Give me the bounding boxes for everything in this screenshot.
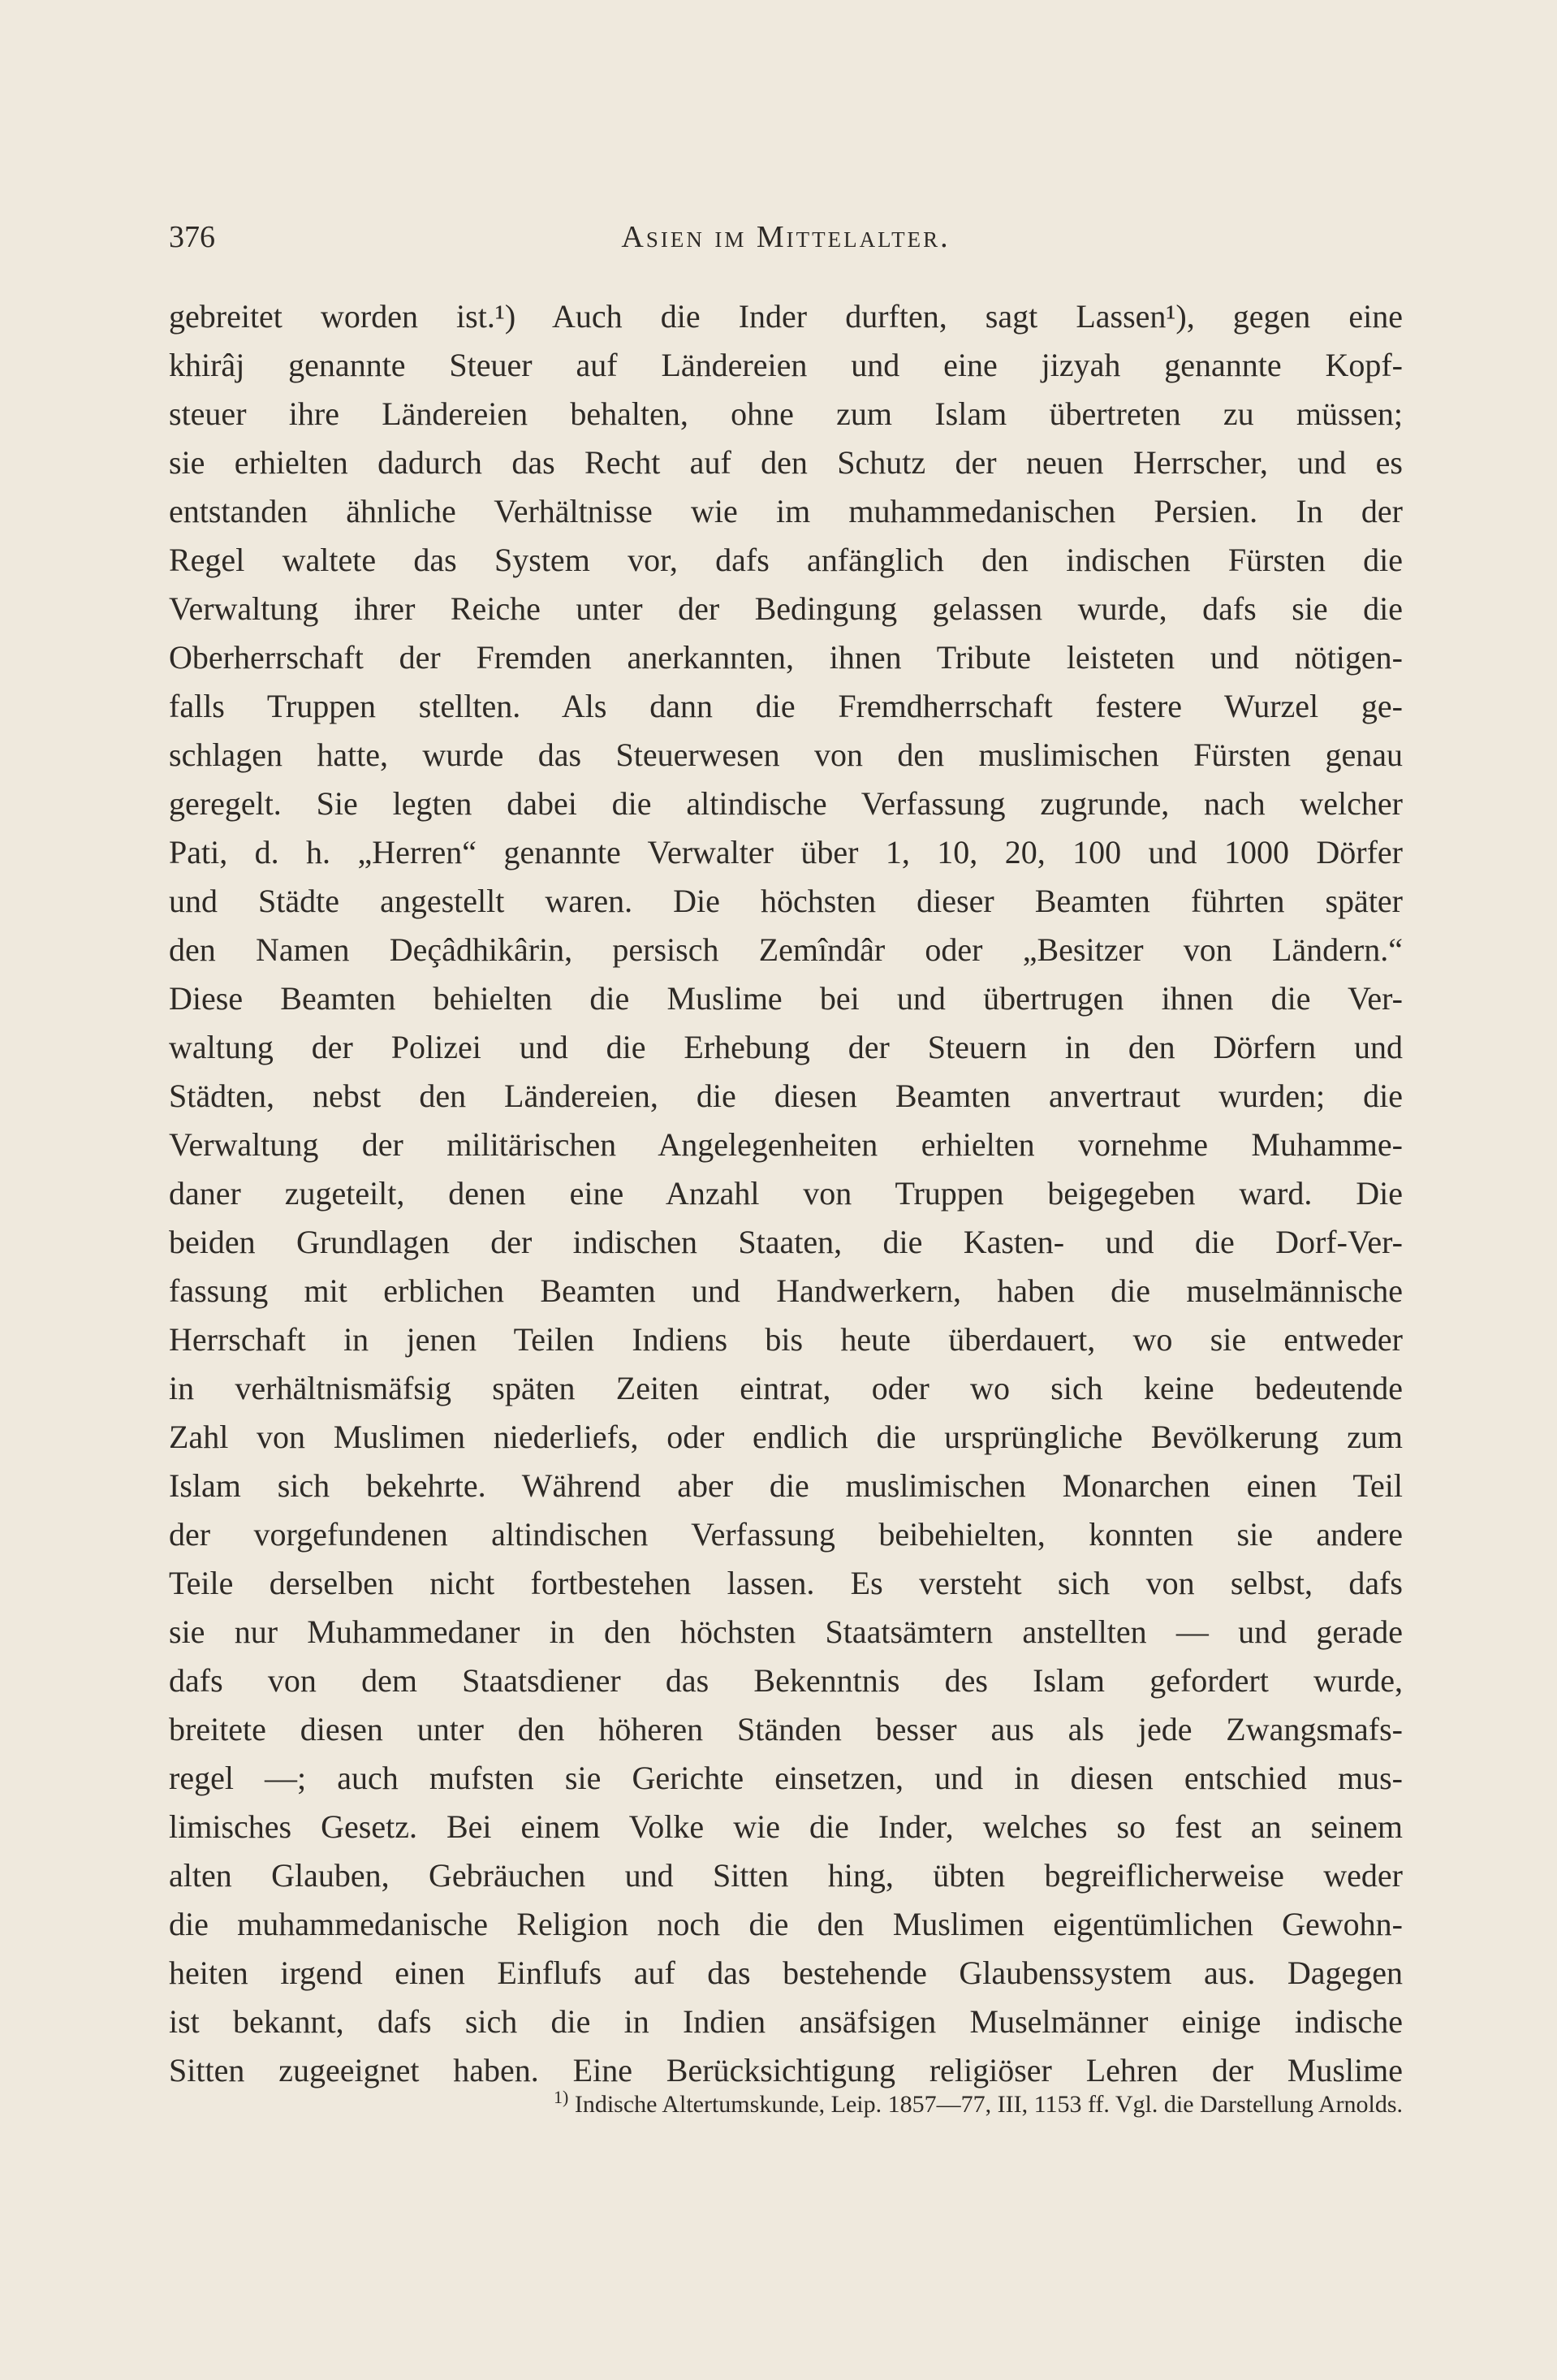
text-line: Städten, nebst den Ländereien, die diesen Beamten anvertraut wurden; die [169,1078,1403,1114]
running-title: Asien im Mittelalter. [621,220,951,254]
text-line: sie nur Muhammedaner in den höchsten Staatsämtern anstellten — und gerade [169,1613,1403,1650]
text-line: Teile derselben nicht fortbestehen lassen. Es versteht sich von selbst, dafs [169,1565,1403,1601]
text-line: beiden Grundlagen der indischen Staaten, die Kasten- und die Dorf-Ver- [169,1224,1403,1260]
text-line: breitete diesen unter den höheren Ständen besser aus als jede Zwangsmafs- [169,1711,1403,1747]
text-line: khirâj genannte Steuer auf Ländereien und eine jizyah genannte Kopf- [169,347,1403,383]
text-line: in verhältnismäfsig späten Zeiten eintrat, oder wo sich keine bedeutende [169,1370,1403,1406]
text-line: Zahl von Muslimen niederliefs, oder endlich die ursprüngliche Bevölkerung zum [169,1419,1403,1455]
text-line: Verwaltung ihrer Reiche unter der Bedingung gelassen wurde, dafs sie die [169,590,1403,627]
text-line: fassung mit erblichen Beamten und Handwerkern, haben die muselmännische [169,1272,1403,1309]
text-line: ist bekannt, dafs sich die in Indien ansäfsigen Muselmänner einige indische [169,2003,1403,2040]
text-line: waltung der Polizei und die Erhebung der Steuern in den Dörfern und [169,1029,1403,1065]
body-text [169,292,1403,2095]
text-line: Islam sich bekehrte. Während aber die muslimischen Monarchen einen Teil [169,1467,1403,1504]
text-line: Oberherrschaft der Fremden anerkannten, ihnen Tribute leisteten und nötigen- [169,639,1403,676]
text-line: alten Glauben, Gebräuchen und Sitten hing, übten begreiflicherweise weder [169,1857,1403,1894]
text-line: dafs von dem Staatsdiener das Bekenntnis des Islam gefordert wurde, [169,1662,1403,1699]
text-line: gebreitet worden ist.¹) Auch die Inder durften, sagt Lassen¹), gegen eine [169,298,1403,335]
text-line: sie erhielten dadurch das Recht auf den Schutz der neuen Herrscher, und es [169,444,1403,481]
footnote-text: Indische Altertumskunde, Leip. 1857—77, III, 1153 ff. Vgl. die Darstellung Arnolds. [574,2091,1403,2118]
text-line: entstanden ähnliche Verhältnisse wie im muhammedanischen Persien. In der [169,493,1403,529]
text-line: geregelt. Sie legten dabei die altindische Verfassung zugrunde, nach welcher [169,785,1403,822]
text-line: der vorgefundenen altindischen Verfassung beibehielten, konnten sie andere [169,1516,1403,1553]
text-line: schlagen hatte, wurde das Steuerwesen von den muslimischen Fürsten genau [169,736,1403,773]
text-line: Regel waltete das System vor, dafs anfänglich den indischen Fürsten die [169,542,1403,578]
text-line: Sitten zugeeignet haben. Eine Berücksichtigung religiöser Lehren der Muslime [169,2052,1403,2088]
page-number: 376 [169,220,215,254]
text-line: Pati, d. h. „Herren“ genannte Verwalter über 1, 10, 20, 100 und 1000 Dörfer [169,834,1403,870]
text-line: steuer ihre Ländereien behalten, ohne zum Islam übertreten zu müssen; [169,395,1403,432]
text-line: Verwaltung der militärischen Angelegenheiten erhielten vornehme Muhamme- [169,1126,1403,1163]
text-line: Herrschaft in jenen Teilen Indiens bis heute überdauert, wo sie entweder [169,1321,1403,1358]
text-line: und Städte angestellt waren. Die höchsten dieser Beamten führten später [169,883,1403,919]
footnote [169,2087,1403,2119]
text-line: daner zugeteilt, denen eine Anzahl von Truppen beigegeben ward. Die [169,1175,1403,1212]
text-line: regel —; auch mufsten sie Gerichte einsetzen, und in diesen entschied mus- [169,1760,1403,1796]
text-line: die muhammedanische Religion noch die den Muslimen eigentümlichen Gewohn- [169,1906,1403,1942]
text-line: Diese Beamten behielten die Muslime bei und übertrugen ihnen die Ver- [169,980,1403,1017]
text-line: heiten irgend einen Einflufs auf das bestehende Glaubenssystem aus. Dagegen [169,1955,1403,1991]
page-header [169,219,1403,268]
text-line: den Namen Deçâdhikârin, persisch Zemîndâr oder „Besitzer von Ländern.“ [169,931,1403,968]
footnote-mark: 1) [554,2087,569,2107]
text-line: falls Truppen stellten. Als dann die Fremdherrschaft festere Wurzel ge- [169,688,1403,724]
text-line: limisches Gesetz. Bei einem Volke wie die Inder, welches so fest an seinem [169,1808,1403,1845]
